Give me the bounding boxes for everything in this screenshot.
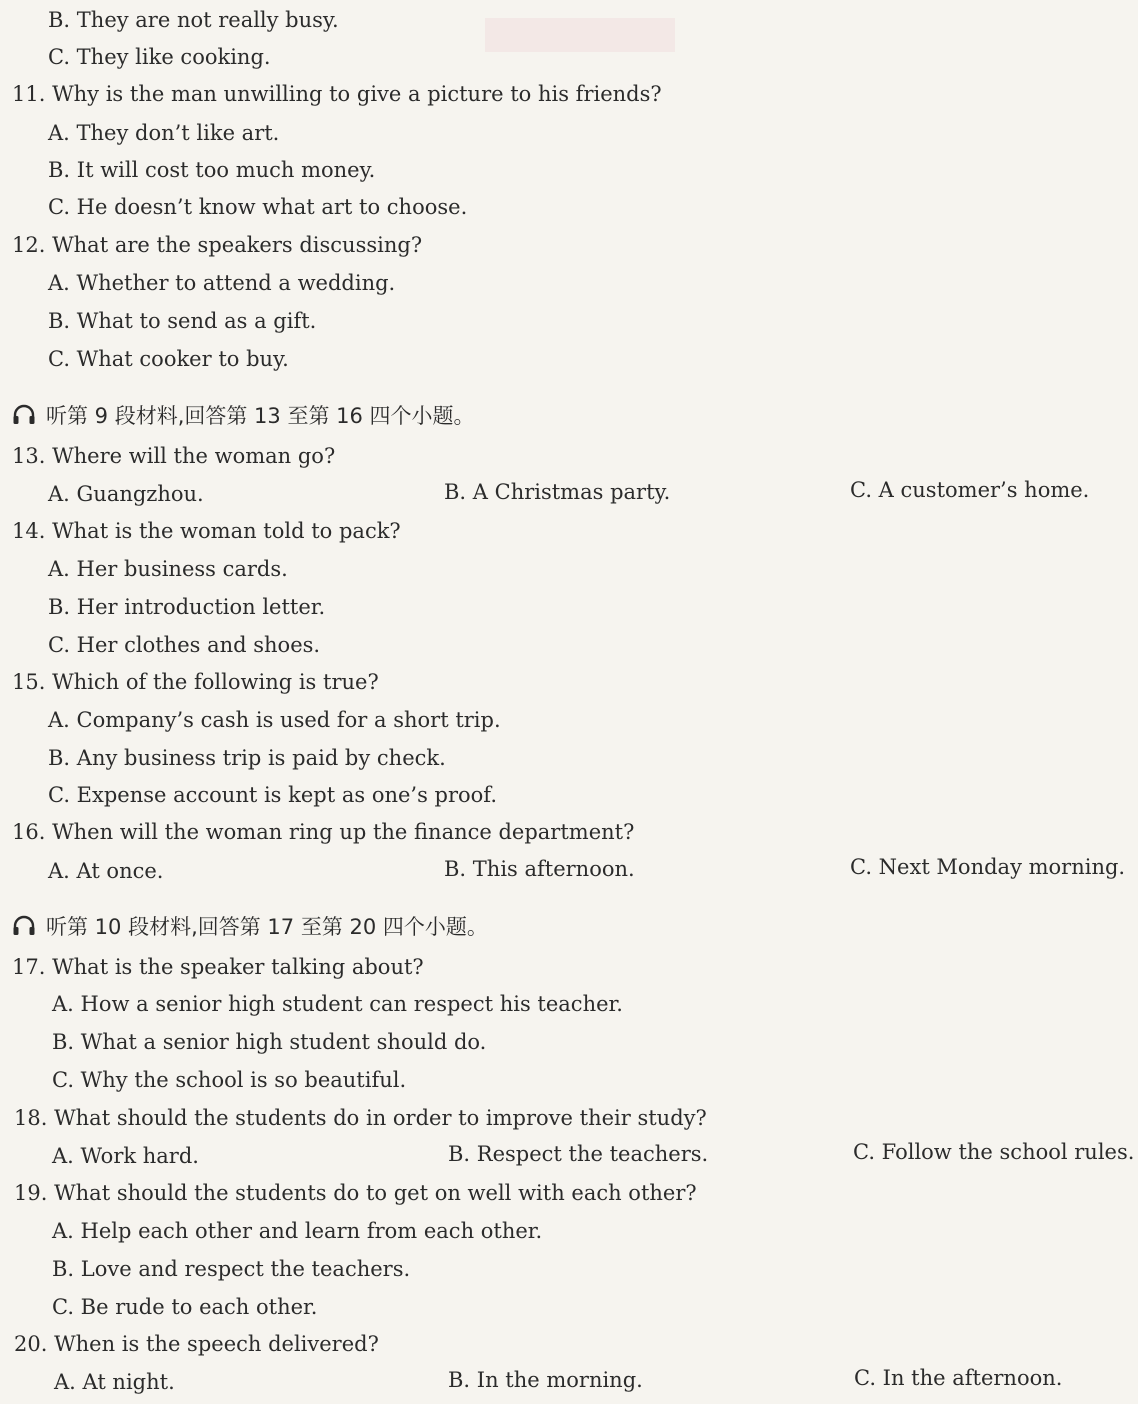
q17-option-b: B. What a senior high student should do.	[52, 1030, 487, 1054]
q14-option-b: B. Her introduction letter.	[48, 595, 326, 619]
section-10-header	[12, 914, 488, 940]
q16-option-b: B. This afternoon.	[444, 857, 635, 881]
question-15: 15. Which of the following is true?	[12, 670, 379, 694]
question-13: 13. Where will the woman go?	[12, 444, 336, 468]
q14-option-a: A. Her business cards.	[48, 557, 288, 581]
q15-option-a: A. Company’s cash is used for a short trip.	[48, 708, 501, 732]
q10-option-b: B. They are not really busy.	[48, 8, 339, 32]
question-16: 16. When will the woman ring up the finance department?	[12, 820, 635, 844]
section-9-text: 听第 9 段材料,回答第 13 至第 16 四个小题。	[46, 404, 475, 428]
q16-option-c: C. Next Monday morning.	[850, 855, 1126, 879]
headphones-icon	[12, 404, 36, 426]
q17-option-c: C. Why the school is so beautiful.	[52, 1068, 407, 1092]
q11-option-a: A. They don’t like art.	[48, 121, 280, 145]
question-19: 19. What should the students do to get on well with each other?	[14, 1181, 697, 1205]
bleed-through-mark	[485, 18, 675, 52]
section-10-text: 听第 10 段材料,回答第 17 至第 20 四个小题。	[46, 915, 488, 939]
q20-option-b: B. In the morning.	[448, 1368, 643, 1392]
question-14: 14. What is the woman told to pack?	[12, 519, 401, 543]
q10-option-c: C. They like cooking.	[48, 45, 271, 69]
q15-option-b: B. Any business trip is paid by check.	[48, 746, 446, 770]
q17-option-a: A. How a senior high student can respect his teacher.	[52, 992, 623, 1016]
section-9-header	[12, 403, 475, 429]
q20-option-a: A. At night.	[54, 1370, 175, 1394]
q19-option-a: A. Help each other and learn from each other.	[52, 1219, 543, 1243]
q16-option-a: A. At once.	[48, 859, 164, 883]
q12-option-b: B. What to send as a gift.	[48, 309, 317, 333]
q13-option-a: A. Guangzhou.	[48, 482, 204, 506]
q18-option-a: A. Work hard.	[52, 1144, 199, 1168]
headphones-icon	[12, 915, 36, 937]
question-18: 18. What should the students do in order to improve their study?	[14, 1106, 707, 1130]
q12-option-c: C. What cooker to buy.	[48, 347, 289, 371]
q18-option-c: C. Follow the school rules.	[853, 1140, 1135, 1164]
q11-option-b: B. It will cost too much money.	[48, 158, 376, 182]
q19-option-c: C. Be rude to each other.	[52, 1295, 318, 1319]
q19-option-b: B. Love and respect the teachers.	[52, 1257, 411, 1281]
question-12: 12. What are the speakers discussing?	[12, 233, 423, 257]
question-11: 11. Why is the man unwilling to give a picture to his friends?	[12, 82, 662, 106]
q13-option-b: B. A Christmas party.	[444, 480, 671, 504]
question-20: 20. When is the speech delivered?	[14, 1332, 379, 1356]
question-17: 17. What is the speaker talking about?	[12, 955, 424, 979]
q11-option-c: C. He doesn’t know what art to choose.	[48, 195, 468, 219]
q14-option-c: C. Her clothes and shoes.	[48, 633, 321, 657]
q18-option-b: B. Respect the teachers.	[448, 1142, 709, 1166]
q15-option-c: C. Expense account is kept as one’s proof.	[48, 783, 498, 807]
q12-option-a: A. Whether to attend a wedding.	[48, 271, 396, 295]
q20-option-c: C. In the afternoon.	[854, 1366, 1063, 1390]
q13-option-c: C. A customer’s home.	[850, 478, 1090, 502]
